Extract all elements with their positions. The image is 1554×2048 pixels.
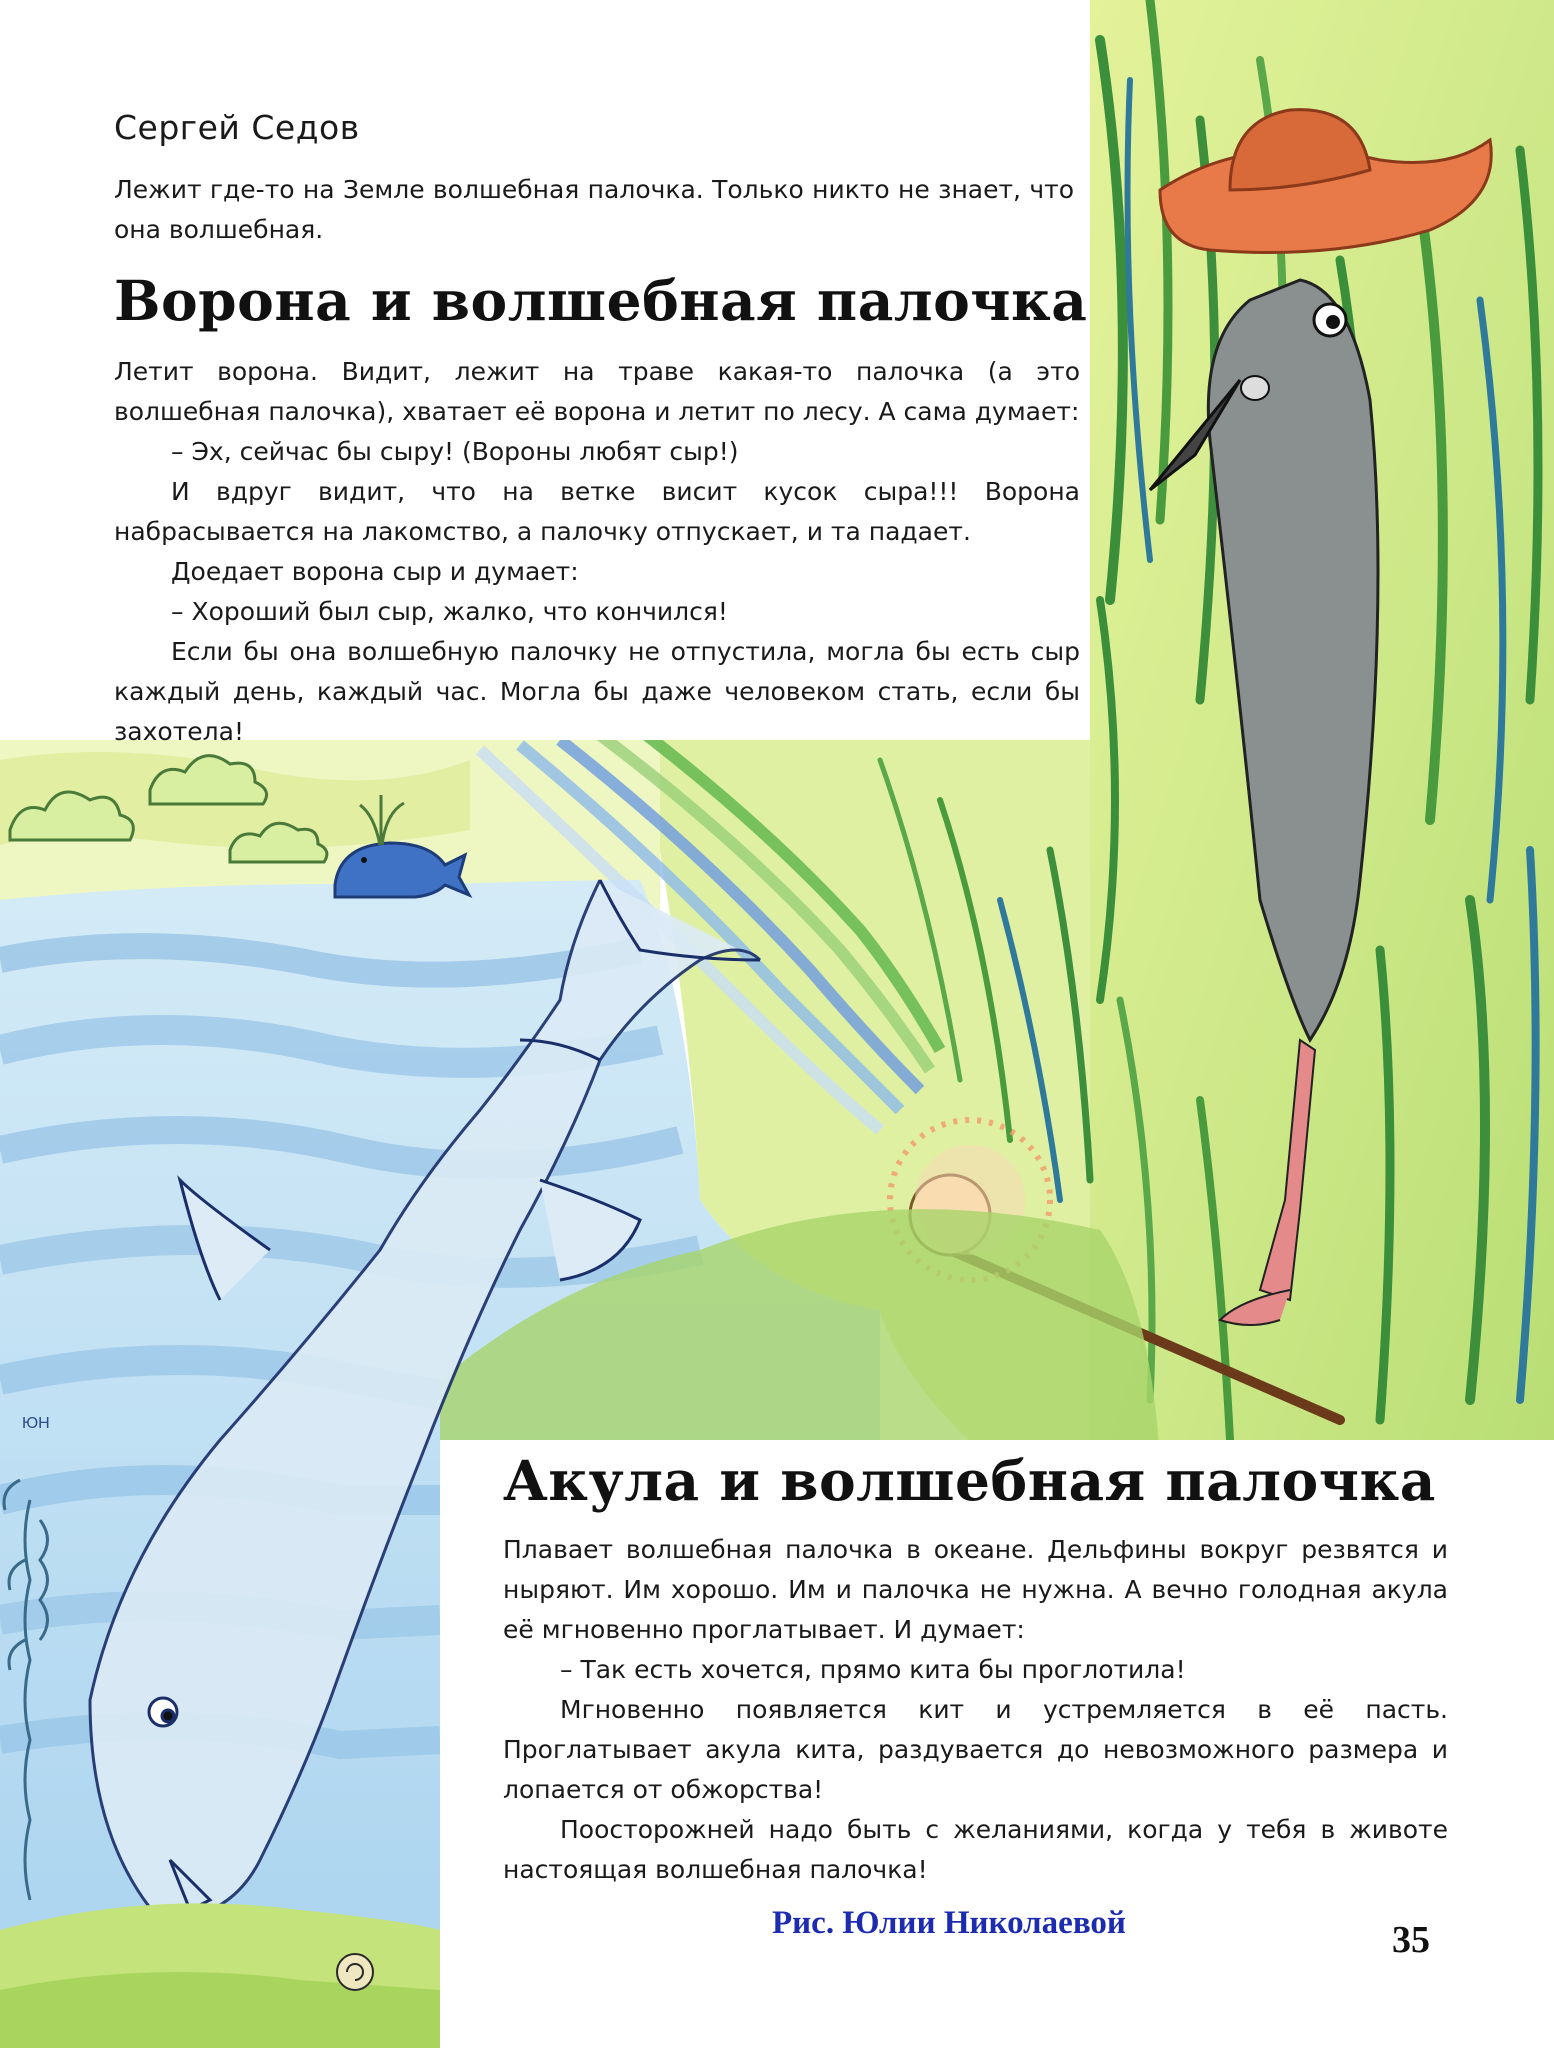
- paragraph: – Так есть хочется, прямо кита бы проглотила!: [560, 1655, 1186, 1684]
- author-name: Сергей Седов: [114, 108, 360, 147]
- seabed: [0, 1903, 440, 2048]
- paragraph: – Хороший был сыр, жалко, что кончился!: [171, 597, 728, 626]
- page-number: 35: [1392, 1919, 1430, 1961]
- intro-paragraph: Лежит где-то на Земле волшебная палочка. Только никто не знает, что она волшебная.: [114, 175, 1074, 244]
- story-title: Ворона и волшебная палочка: [114, 268, 1088, 333]
- story-title: Акула и волшебная палочка: [503, 1448, 1436, 1513]
- paragraph: Плавает волшебная палочка в океане. Дельфины вокруг резвятся и ныряют. Им хорошо. Им и палочка не нужна. А вечно голодная акула её мгновенно проглатывает. И думает:: [503, 1535, 1448, 1644]
- artist-initials: ЮН: [22, 1415, 50, 1432]
- illustration-credit: Рис. Юлии Николаевой: [772, 1905, 1126, 1941]
- paragraph: Летит ворона. Видит, лежит на траве какая-то палочка (а это волшебная палочка), хватает её ворона и летит по лесу. А сама думает:: [114, 357, 1080, 426]
- paragraph: Поосторожней надо быть с желаниями, когда у тебя в животе настоящая волшебная палочка!: [503, 1815, 1448, 1884]
- story-body: [114, 352, 1080, 752]
- paragraph: Если бы она волшебную палочку не отпустила, могла бы есть сыр каждый день, каждый час. Могла бы даже человеком стать, если бы захотела!: [114, 637, 1080, 746]
- paragraph: И вдруг видит, что на ветке висит кусок сыра!!! Ворона набрасывается на лакомство, а палочку отпускает, и та падает.: [114, 477, 1080, 546]
- intro-text: [114, 170, 1074, 250]
- paragraph: Доедает ворона сыр и думает:: [171, 557, 579, 586]
- paragraph: – Эх, сейчас бы сыру! (Вороны любят сыр!): [171, 437, 739, 466]
- story-body: [503, 1530, 1448, 1890]
- paragraph: Мгновенно появляется кит и устремляется в её пасть. Проглатывает акула кита, раздувается до невозможного размера и лопается от обжорства!: [503, 1695, 1448, 1804]
